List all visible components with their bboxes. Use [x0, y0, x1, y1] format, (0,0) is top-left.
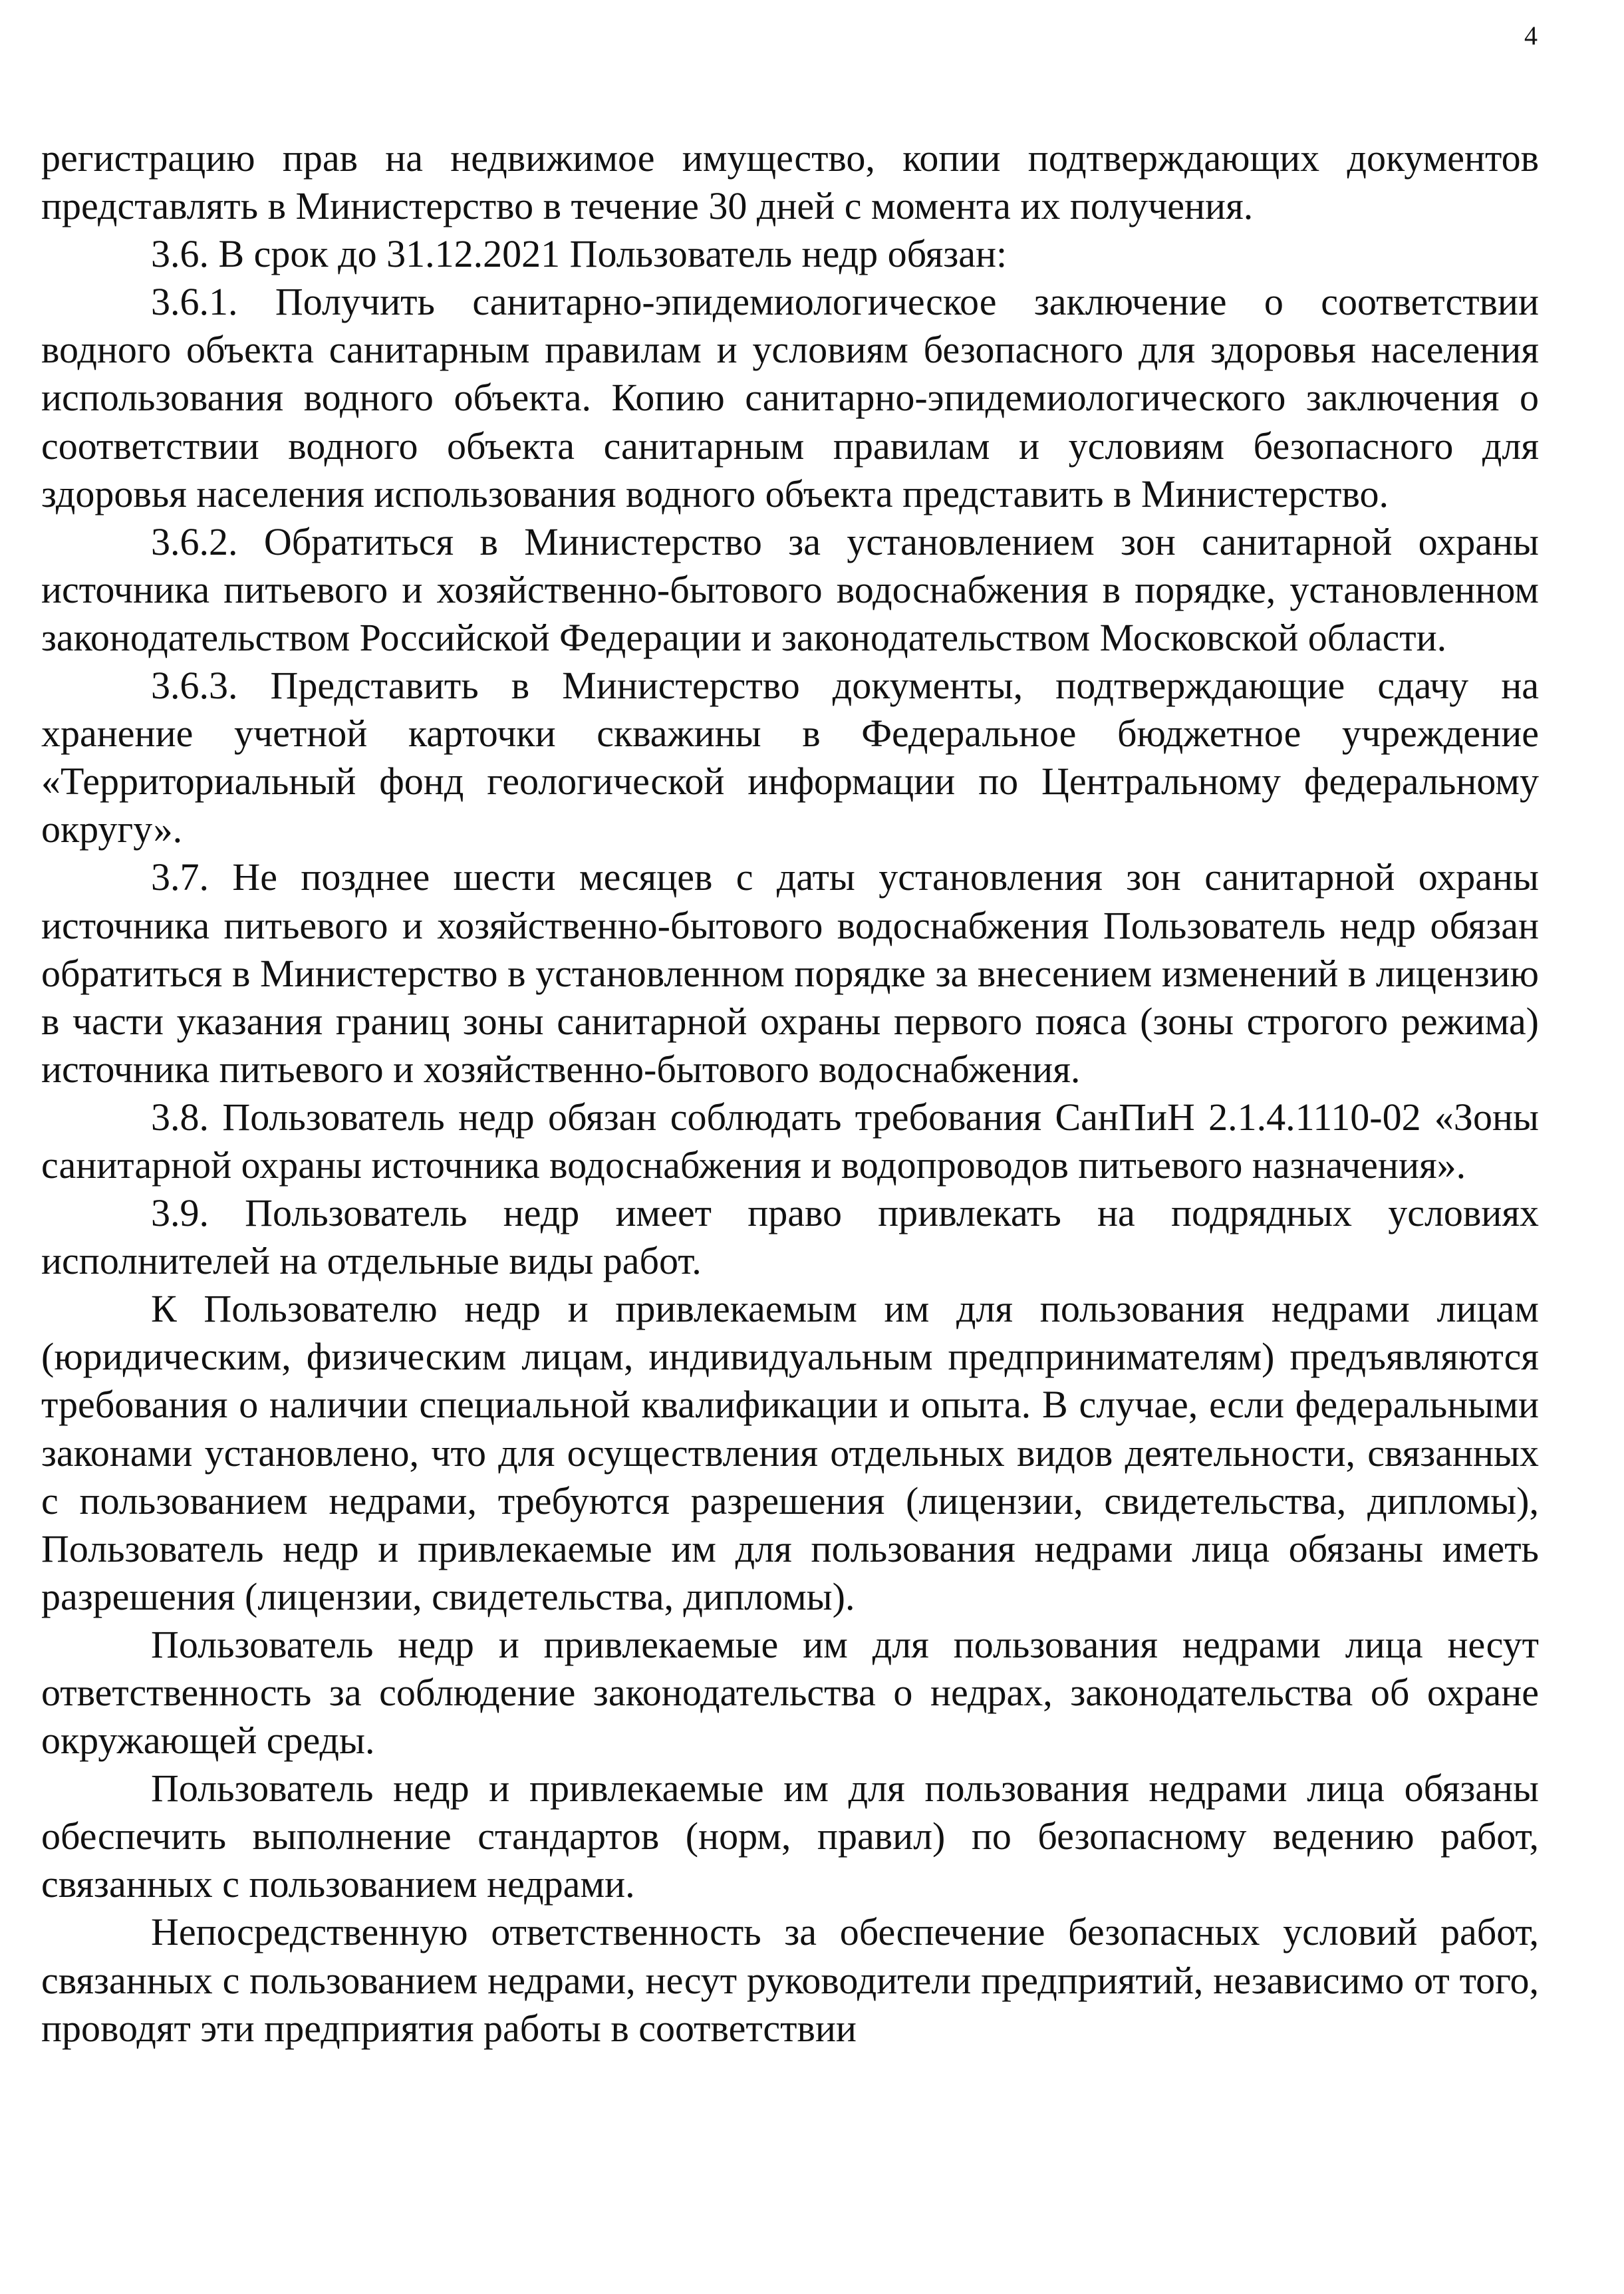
- paragraph-safety: Непосредственную ответственность за обеспечение безопасных условий работ, связанных с пользованием недрами, несут руководители предприятий, независимо от того, проводят эти предприятия работы в соответствии: [41, 1910, 1539, 2050]
- paragraph-3-9: 3.9. Пользователь недр имеет право привлекать на подрядных условиях исполнителей на отдельные виды работ.: [41, 1191, 1539, 1283]
- paragraph-3-6-1: 3.6.1. Получить санитарно-эпидемиологическое заключение о соответствии водного объекта санитарным правилам и условиям безопасного для здоровья населения использования водного объекта. Копию санитарно-эпидемиологического заключения о соответствии водного объекта санитарным правилам и условиям безопасного для здоровья населения использования водного объекта представить в Министерство.: [41, 280, 1539, 515]
- paragraph-responsibility: Пользователь недр и привлекаемые им для пользования недрами лица несут ответственность за соблюдение законодательства о недрах, законодательства об охране окружающей среды.: [41, 1622, 1539, 1763]
- paragraph-3-6-3: 3.6.3. Представить в Министерство документы, подтверждающие сдачу на хранение учетной карточки скважины в Федеральное бюджетное учреждение «Территориальный фонд геологической информации по Центральному федеральному округу».: [41, 664, 1539, 851]
- paragraph-continuation: регистрацию прав на недвижимое имущество, копии подтверждающих документов представлять в Министерство в течение 30 дней с момента их получения.: [41, 136, 1539, 228]
- paragraph-qualification: К Пользователю недр и привлекаемым им для пользования недрами лицам (юридическим, физическим лицам, индивидуальным предпринимателям) предъявляются требования о наличии специальной квалификации и опыта. В случае, если федеральными законами установлено, что для осуществления отдельных видов деятельности, связанных с пользованием недрами, требуются разрешения (лицензии, свидетельства, дипломы), Пользователь недр и привлекаемые им для пользования недрами лица обязаны иметь разрешения (лицензии, свидетельства, дипломы).: [41, 1287, 1539, 1618]
- document-body: [41, 134, 1539, 2053]
- paragraph-3-8: 3.8. Пользователь недр обязан соблюдать требования СанПиН 2.1.4.1110-02 «Зоны санитарной охраны источника водоснабжения и водопроводов питьевого назначения».: [41, 1095, 1539, 1187]
- paragraph-3-7: 3.7. Не позднее шести месяцев с даты установления зон санитарной охраны источника питьевого и хозяйственно-бытового водоснабжения Пользователь недр обязан обратиться в Министерство в установленном порядке за внесением изменений в лицензию в части указания границ зоны санитарной охраны первого пояса (зоны строгого режима) источника питьевого и хозяйственно-бытового водоснабжения.: [41, 855, 1539, 1091]
- page-number: 4: [1524, 21, 1538, 51]
- paragraph-3-6-2: 3.6.2. Обратиться в Министерство за установлением зон санитарной охраны источника питьевого и хозяйственно-бытового водоснабжения в порядке, установленном законодательством Российской Федерации и законодательством Московской области.: [41, 519, 1539, 659]
- paragraph-standards: Пользователь недр и привлекаемые им для пользования недрами лица обязаны обеспечить выполнение стандартов (норм, правил) по безопасному ведению работ, связанных с пользованием недрами.: [41, 1767, 1539, 1906]
- paragraph-3-6: 3.6. В срок до 31.12.2021 Пользователь недр обязан:: [151, 232, 1008, 276]
